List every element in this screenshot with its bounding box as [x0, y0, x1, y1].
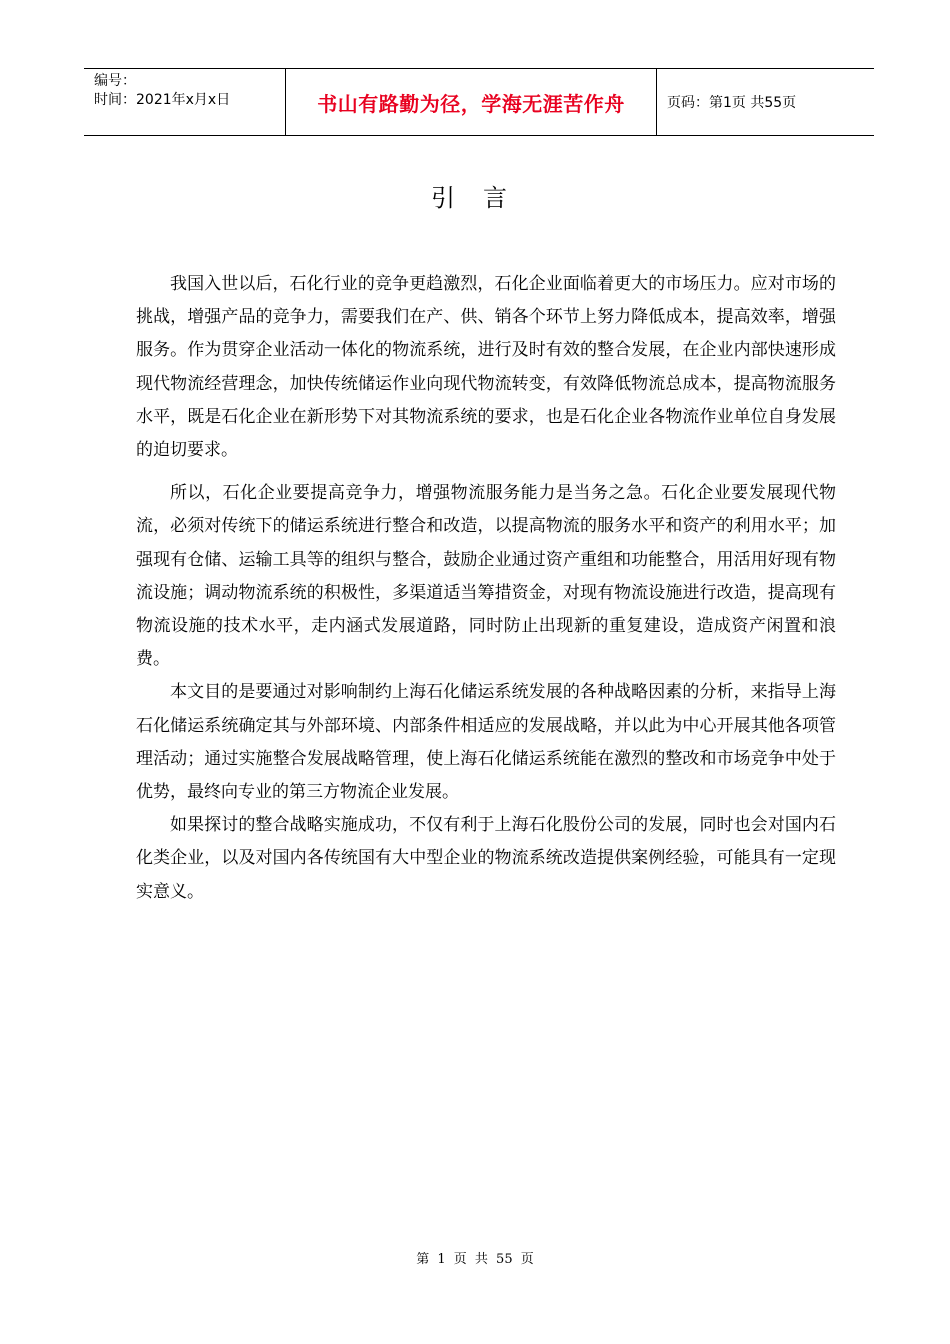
- header-page-info: 页码：第1页 共55页: [667, 95, 797, 111]
- document-body: [136, 268, 836, 909]
- number-label: 编号：: [94, 73, 136, 89]
- paragraph-1: 我国入世以后，石化行业的竞争更趋激烈，石化企业面临着更大的市场压力。应对市场的挑战，增强产品的竞争力，需要我们在产、供、销各个环节上努力降低成本，提高效率，增强服务。作为贯穿企业活动一体化的物流系统，进行及时有效的整合发展，在企业内部快速形成现代物流经营理念，加快传统储运作业向现代物流转变，有效降低物流总成本，提高物流服务水平，既是石化企业在新形势下对其物流系统的要求，也是石化企业各物流作业单位自身发展的迫切要求。: [136, 274, 836, 461]
- page-footer: 第 1 页 共 55 页: [416, 1252, 534, 1267]
- header-meta: [84, 69, 286, 135]
- document-header: [84, 68, 874, 136]
- paragraph-3: 本文目的是要通过对影响制约上海石化储运系统发展的各种战略因素的分析，来指导上海石化储运系统确定其与外部环境、内部条件相适应的发展战略，并以此为中心开展其他各项管理活动；通过实施整合发展战略管理，使上海石化储运系统能在激烈的整改和市场竞争中处于优势，最终向专业的第三方物流企业发展。: [136, 682, 836, 803]
- paragraph-2: 所以，石化企业要提高竞争力，增强物流服务能力是当务之急。石化企业要发展现代物流，必须对传统下的储运系统进行整合和改造，以提高物流的服务水平和资产的利用水平；加强现有仓储、运输工具等的组织与整合，鼓励企业通过资产重组和功能整合，用活用好现有物流设施；调动物流系统的积极性，多渠道适当筹措资金，对现有物流设施进行改造，提高现有物流设施的技术水平，走内涵式发展道路，同时防止出现新的重复建设，造成资产闲置和浪费。: [136, 483, 836, 670]
- time-label: 时间：2021年x月x日: [94, 92, 231, 108]
- page-title: 引言: [431, 184, 535, 212]
- paragraph-4: 如果探讨的整合战略实施成功，不仅有利于上海石化股份公司的发展，同时也会对国内石化类企业，以及对国内各传统国有大中型企业的物流系统改造提供案例经验，可能具有一定现实意义。: [136, 815, 836, 902]
- header-slogan: 书山有路勤为径，学海无涯苦作舟: [286, 69, 657, 135]
